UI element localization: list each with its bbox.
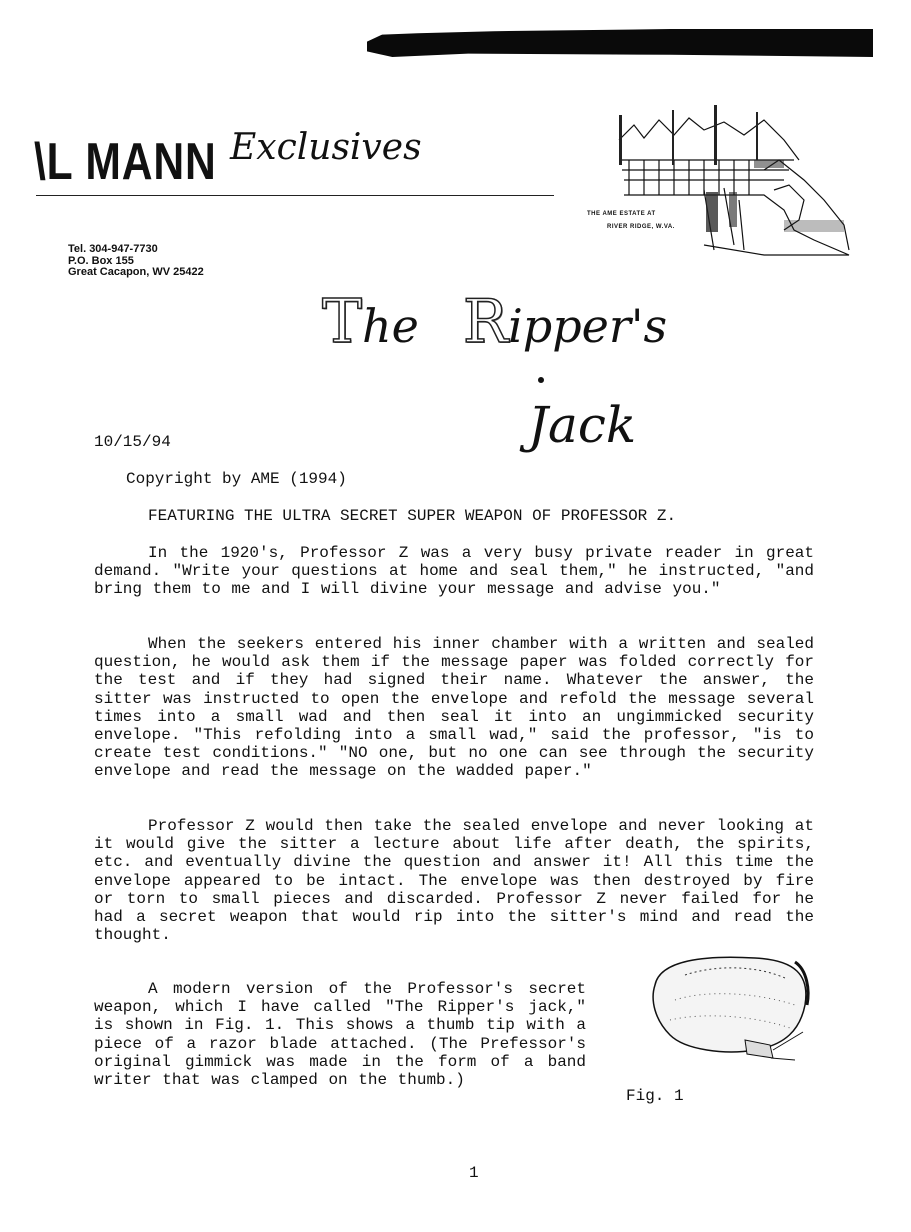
copyright-line: Copyright by AME (1994) — [126, 470, 347, 488]
paragraph-3-text: Professor Z would then take the sealed envelope and never looking at it would give the sitter a lecture about life after death, the spirits, etc. and eventually divine the question and answer it! All this time the envelope appeared to be intact. The envelope was then destroyed by fire or torn to small pieces and discarded. Professor Z never failed for he had a secret weapon that would rip into the sitter's mind and read the thought. — [94, 817, 814, 945]
contact-po-box: P.O. Box 155 — [68, 254, 134, 267]
letterhead-rule — [36, 195, 554, 196]
estate-caption-line2: RIVER RIDGE, W.VA. — [607, 224, 675, 230]
featuring-heading: FEATURING THE ULTRA SECRET SUPER WEAPON OF PROFESSOR Z. — [148, 507, 677, 525]
contact-phone: Tel. 304-947-7730 — [68, 243, 158, 255]
title-initial-t: T — [322, 287, 363, 357]
title-initial-r: R — [462, 287, 509, 357]
document-title — [322, 287, 668, 357]
paragraph-2-text: When the seekers entered his inner chamber with a written and sealed question, he would ask them if the message paper was folded correctly for the test and if they had signed their name. Whatever the answer, the sitter was instructed to open the envelope and refold the message several times into a small wad and then seal it into an ungimmicked security envelope. "This refolding into a small wad," said the professor, "is to create test conditions." "NO one, but no one can see through the security envelope and read the message on the wadded paper." — [94, 635, 814, 781]
body-paragraph-2 — [94, 635, 814, 781]
brand-script-text: Exclusives — [230, 127, 422, 168]
title-word-rippers-rest: ipper's — [508, 299, 668, 353]
body-paragraph-3 — [94, 817, 814, 944]
page-number: 1 — [469, 1164, 479, 1182]
body-paragraph-4 — [94, 980, 586, 1089]
paragraph-1-text: In the 1920's, Professor Z was a very busy private reader in great demand. "Write your questions at home and seal them," he instructed, "and bring them to me and I will divine your message and advise you." — [94, 544, 814, 599]
body-paragraph-1 — [94, 544, 814, 599]
brand-name: \L MANN — [34, 133, 217, 191]
paragraph-4-text: A modern version of the Professor's secret weapon, which I have called "The Ripper's jack," is shown in Fig. 1. This shows a thumb tip with a piece of a razor blade attached. (The Prefessor's original gimmick was made in the form of a band writer that was clamped on the thumb.) — [94, 980, 586, 1090]
figure-1-thumb-tip-illustration — [645, 950, 815, 1080]
contact-block — [68, 244, 204, 279]
contact-city: Great Cacapon, WV 25422 — [68, 266, 204, 278]
redaction-bar — [367, 29, 873, 57]
estate-caption — [587, 208, 675, 234]
title-word-the-rest: he — [362, 299, 419, 353]
estate-sketch-illustration — [614, 100, 854, 260]
title-dot — [538, 377, 544, 383]
estate-caption-line1: THE AME ESTATE AT — [587, 211, 656, 217]
title-jack: Jack — [528, 396, 637, 454]
figure-caption: Fig. 1 — [626, 1087, 684, 1105]
document-date: 10/15/94 — [94, 433, 171, 451]
